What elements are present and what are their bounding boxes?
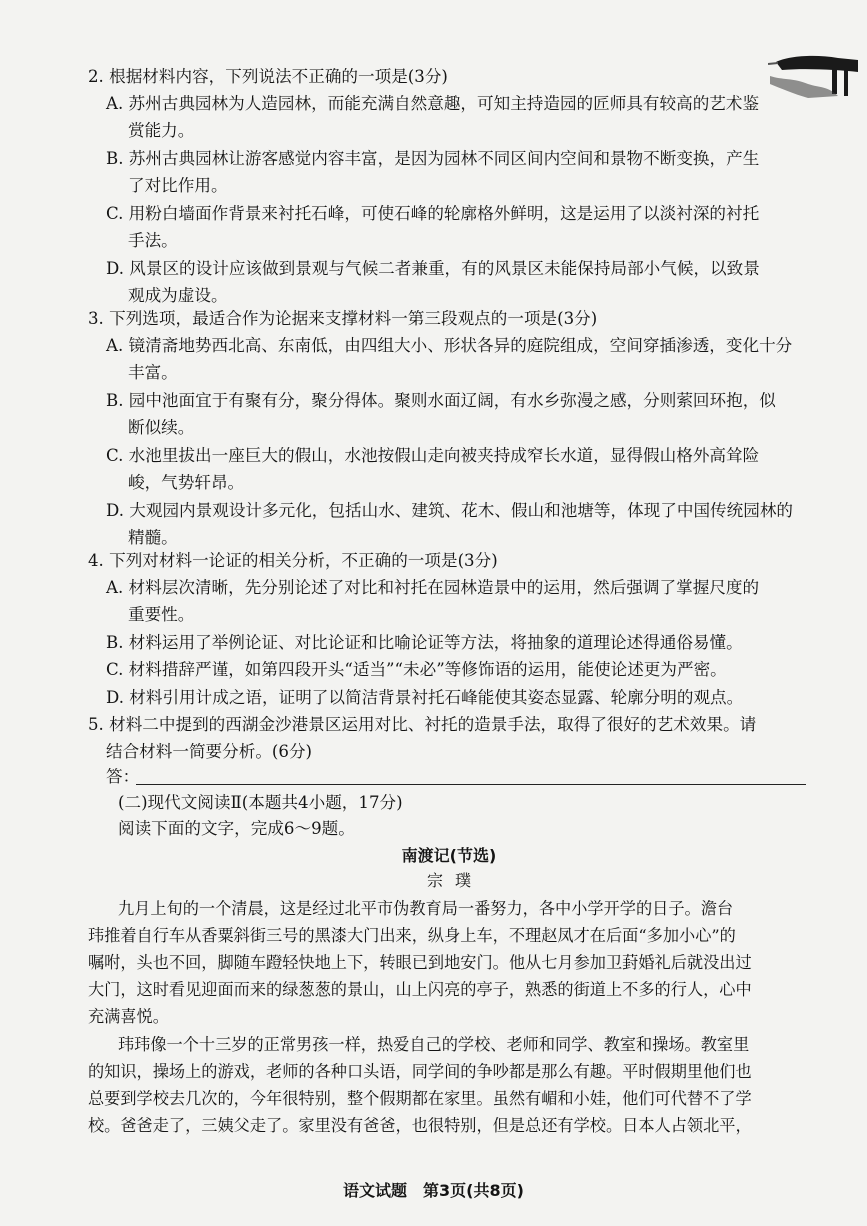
q2-option-c-cont: 手法。 (128, 231, 178, 250)
page-footer: 语文试题 第3页(共8页) (343, 1181, 524, 1200)
q2-option-b-cont: 了对比作用。 (128, 176, 228, 195)
paragraph-1-line: 大门，这时看见迎面而来的绿葱葱的景山，山上闪亮的亭子，熟悉的街道上不多的行人，心中 (88, 980, 752, 999)
passage-author: 宗璞 (426, 871, 483, 890)
q3-option-b: B. 园中池面宜于有聚有分，聚分得体。聚则水面辽阔，有水乡弥漫之感，分则萦回环抱，似 (106, 391, 776, 410)
question-3-stem: 3. 下列选项，最适合作为论据来支撑材料一第三段观点的一项是(3分) (88, 309, 598, 328)
q2-option-b: B. 苏州古典园林让游客感觉内容丰富，是因为园林不同区间内空间和景物不断变换，产生 (106, 149, 760, 168)
scan-smudge-mark (768, 50, 860, 102)
section-instruction: 阅读下面的文字，完成6～9题。 (118, 819, 355, 838)
paragraph-1-line: 充满喜悦。 (88, 1007, 169, 1026)
paragraph-2-line: 校。爸爸走了，三姨父走了。家里没有爸爸，也很特别，但是总还有学校。日本人占领北平， (88, 1116, 752, 1135)
question-5-stem: 5. 材料二中提到的西湖金沙港景区运用对比、衬托的造景手法，取得了很好的艺术效果。请 (88, 715, 757, 734)
q4-option-c: C. 材料措辞严谨，如第四段开头“适当”“未必”等修饰语的运用，能使论述更为严密。 (106, 660, 727, 679)
q3-option-b-cont: 断似续。 (128, 418, 195, 437)
paragraph-1-line: 玮推着自行车从香粟斜街三号的黑漆大门出来，纵身上车，不理赵凤才在后面“多加小心”的 (88, 926, 736, 945)
answer-line[interactable] (136, 784, 806, 785)
paragraph-1-line: 九月上旬的一个清晨，这是经过北平市伪教育局一番努力，各中小学开学的日子。澹台 (118, 899, 734, 918)
paragraph-1-line: 嘱咐，头也不回，脚随车蹬轻快地上下，转眼已到地安门。他从七月参加卫葑婚礼后就没出过 (88, 953, 752, 972)
q4-option-a-cont: 重要性。 (128, 605, 195, 624)
q3-option-d: D. 大观园内景观设计多元化，包括山水、建筑、花木、假山和池塘等，体现了中国传统园林的 (106, 501, 794, 520)
paragraph-2-line: 玮玮像一个十三岁的正常男孩一样，热爱自己的学校、老师和同学、教室和操场。教室里 (118, 1035, 750, 1054)
q2-option-c: C. 用粉白墙面作背景来衬托石峰，可使石峰的轮廓格外鲜明，这是运用了以淡衬深的衬托 (106, 204, 760, 223)
q4-option-b: B. 材料运用了举例论证、对比论证和比喻论证等方法，将抽象的道理论述得通俗易懂。 (106, 633, 743, 652)
q2-option-d: D. 风景区的设计应该做到景观与气候二者兼重，有的风景区未能保持局部小气候，以致景 (106, 259, 760, 278)
q2-option-a: A. 苏州古典园林为人造园林，而能充满自然意趣，可知主持造园的匠师具有较高的艺术鉴 (106, 94, 760, 113)
paragraph-2-line: 总要到学校去几次的，今年很特别，整个假期都在家里。虽然有嵋和小娃，他们可代替不了学 (88, 1089, 752, 1108)
question-2-stem: 2. 根据材料内容，下列说法不正确的一项是(3分) (88, 67, 448, 86)
q3-option-d-cont: 精髓。 (128, 528, 178, 547)
q3-option-a: A. 镜清斋地势西北高、东南低，由四组大小、形状各异的庭院组成，空间穿插渗透，变化十分 (106, 336, 793, 355)
q2-option-a-cont: 赏能力。 (128, 121, 195, 140)
q3-option-c: C. 水池里拔出一座巨大的假山，水池按假山走向被夹持成窄长水道，显得假山格外高耸险 (106, 446, 760, 465)
answer-label: 答： (106, 767, 140, 786)
section-heading: (二)现代文阅读Ⅱ(本题共4小题，17分) (118, 793, 403, 812)
question-4-stem: 4. 下列对材料一论证的相关分析，不正确的一项是(3分) (88, 551, 498, 570)
q2-option-d-cont: 观成为虚设。 (128, 286, 228, 305)
question-5-stem-cont: 结合材料一简要分析。(6分) (106, 742, 313, 761)
q4-option-a: A. 材料层次清晰，先分别论述了对比和衬托在园林造景中的运用，然后强调了掌握尺度的 (106, 578, 760, 597)
paragraph-2-line: 的知识，操场上的游戏，老师的各种口头语，同学间的争吵都是那么有趣。平时假期里他们也 (88, 1062, 752, 1081)
q3-option-c-cont: 峻，气势轩昂。 (128, 473, 245, 492)
q3-option-a-cont: 丰富。 (128, 363, 178, 382)
q4-option-d: D. 材料引用计成之语，证明了以简洁背景衬托石峰能使其姿态显露、轮廓分明的观点。 (106, 688, 744, 707)
passage-title: 南渡记(节选) (401, 846, 497, 865)
